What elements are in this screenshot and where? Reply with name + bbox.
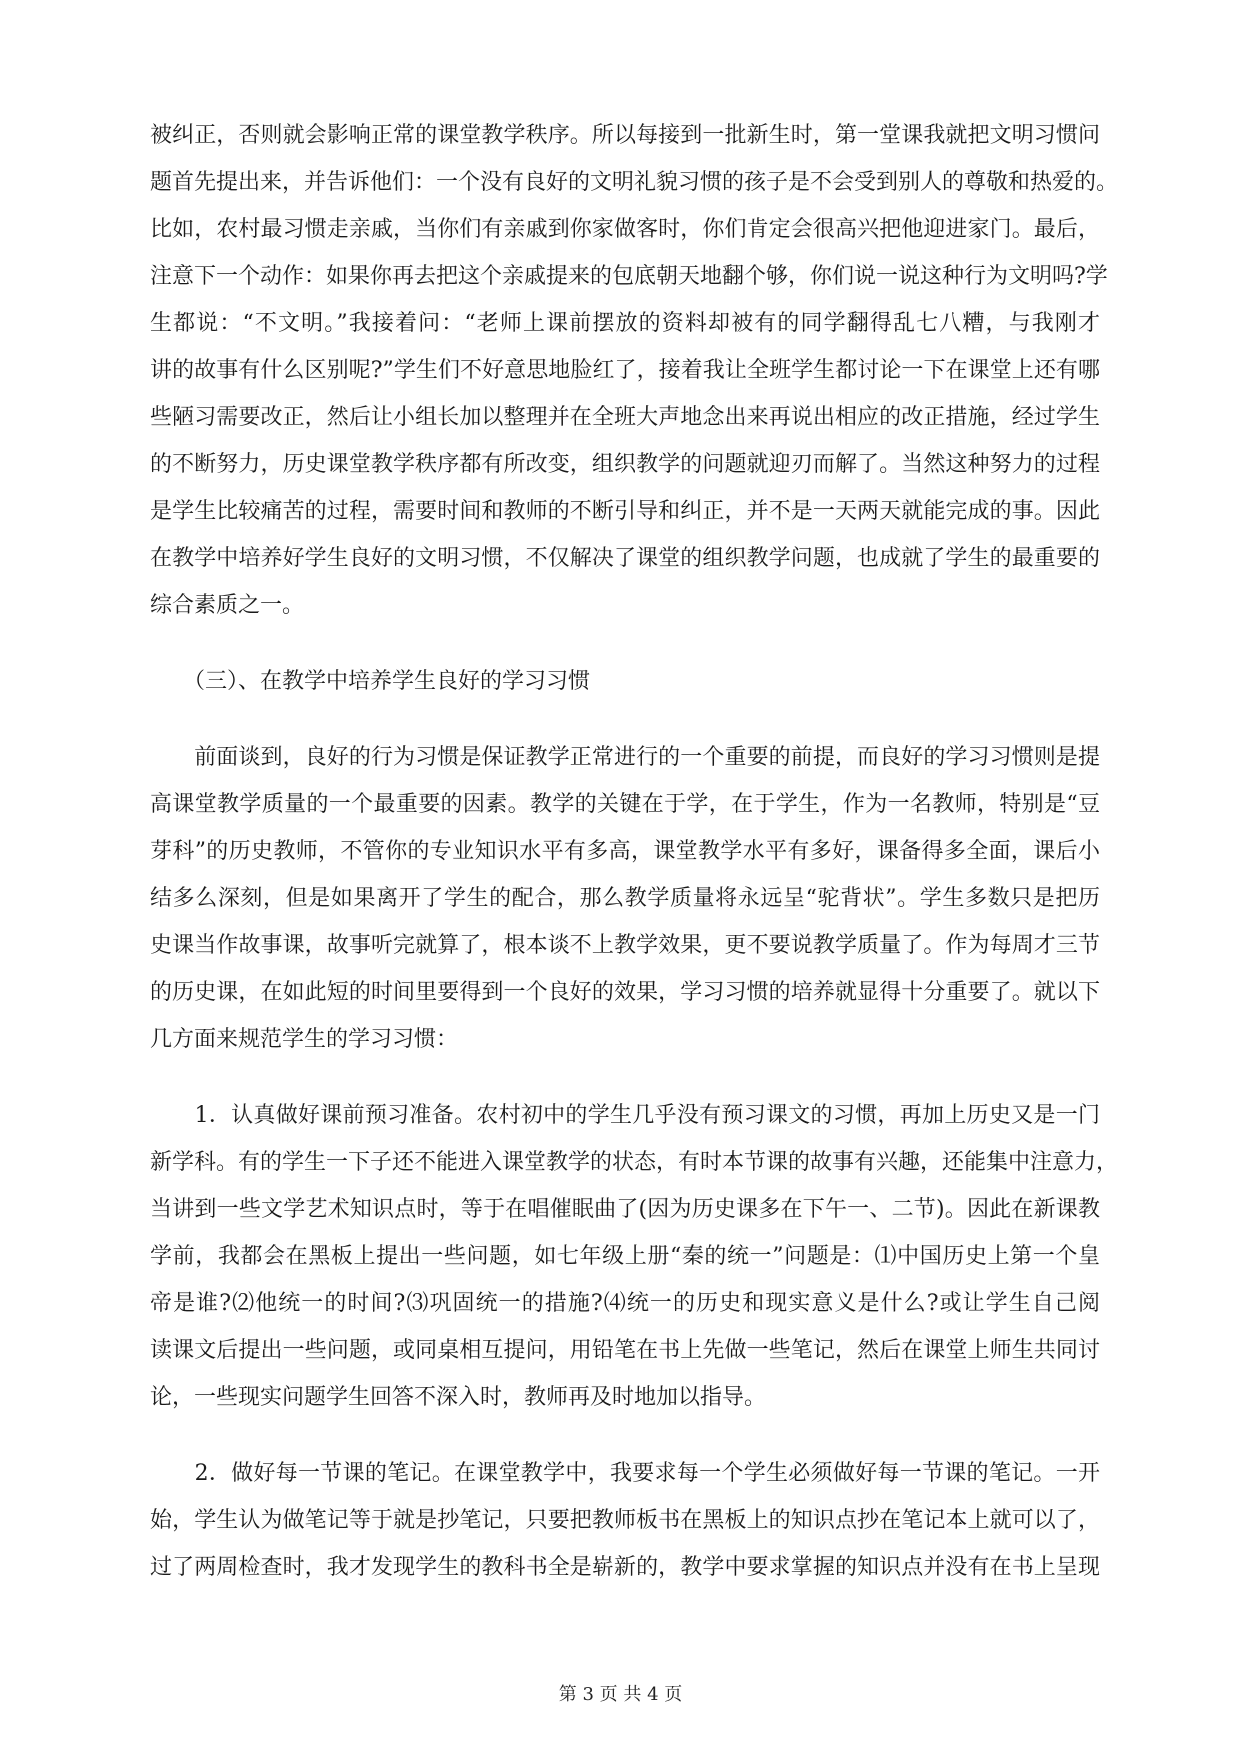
text-line: 讲的故事有什么区别呢?”学生们不好意思地脸红了，接着我让全班学生都讨论一下在课堂上还有哪 [150,358,1100,383]
text-line: 学前，我都会在黑板上提出一些问题，如七年级上册“秦的统一”问题是：⑴中国历史上第一个皇 [150,1244,1100,1269]
text-line: 在教学中培养好学生良好的文明习惯，不仅解决了课堂的组织教学问题，也成就了学生的最重要的 [150,546,1100,571]
text-line: 当讲到一些文学艺术知识点时，等于在唱催眠曲了(因为历史课多在下午一、二节)。因此在新课教 [150,1197,1100,1222]
text-line: 是学生比较痛苦的过程，需要时间和教师的不断引导和纠正，并不是一天两天就能完成的事。因此 [150,499,1100,524]
text-line: 前面谈到，良好的行为习惯是保证教学正常进行的一个重要的前提，而良好的学习习惯则是提 [150,745,1100,770]
text-line: 高课堂教学质量的一个最重要的因素。教学的关键在于学，在于学生，作为一名教师，特别是“豆 [150,792,1100,817]
text-line: 比如，农村最习惯走亲戚，当你们有亲戚到你家做客时，你们肯定会很高兴把他迎进家门。最后， [150,217,1100,242]
text-line: 始，学生认为做笔记等于就是抄笔记，只要把教师板书在黑板上的知识点抄在笔记本上就可以了， [150,1508,1100,1533]
text-line: （三）、在教学中培养学生良好的学习习惯 [150,669,591,694]
text-line: 帝是谁?⑵他统一的时间?⑶巩固统一的措施?⑷统一的历史和现实意义是什么?或让学生自己阅 [150,1291,1100,1316]
text-line: 过了两周检查时，我才发现学生的教科书全是崭新的，教学中要求掌握的知识点并没有在书上呈现 [150,1555,1100,1580]
text-line: 注意下一个动作：如果你再去把这个亲戚提来的包底朝天地翻个够，你们说一说这种行为文明吗?学 [150,264,1108,289]
text-line: 题首先提出来，并告诉他们：一个没有良好的文明礼貌习惯的孩子是不会受到别人的尊敬和热爱的。 [150,170,1119,195]
text-line: 的历史课，在如此短的时间里要得到一个良好的效果，学习习惯的培养就显得十分重要了。就以下 [150,980,1100,1005]
text-line: 被纠正，否则就会影响正常的课堂教学秩序。所以每接到一批新生时，第一堂课我就把文明习惯问 [150,123,1100,148]
text-line: 几方面来规范学生的学习习惯： [150,1027,459,1052]
text-line: 论，一些现实问题学生回答不深入时，教师再及时地加以指导。 [150,1385,767,1410]
text-line: 的不断努力，历史课堂教学秩序都有所改变，组织教学的问题就迎刃而解了。当然这种努力的过程 [150,452,1100,477]
text-line: 读课文后提出一些问题，或同桌相互提问，用铅笔在书上先做一些笔记，然后在课堂上师生共同讨 [150,1338,1100,1363]
text-line: 史课当作故事课，故事听完就算了，根本谈不上教学效果，更不要说教学质量了。作为每周才三节 [150,933,1100,958]
document-body [150,112,1119,1591]
text-line: 1．认真做好课前预习准备。农村初中的学生几乎没有预习课文的习惯，再加上历史又是一门 [150,1103,1100,1128]
paragraph [150,1092,1119,1421]
section-heading [150,658,1100,705]
page-number-footer: 第 3 页 共 4 页 [558,1684,683,1705]
text-line: 芽科”的历史教师，不管你的专业知识水平有多高，课堂教学水平有多好，课备得多全面，课后小 [150,839,1100,864]
paragraph [150,1450,1100,1591]
text-line: 些陋习需要改正，然后让小组长加以整理并在全班大声地念出来再说出相应的改正措施，经过学生 [150,405,1100,430]
text-line: 结多么深刻，但是如果离开了学生的配合，那么教学质量将永远呈“驼背状”。学生多数只是把历 [150,886,1100,911]
text-line: 生都说：“不文明。”我接着问：“老师上课前摆放的资料却被有的同学翻得乱七八糟，与我刚才 [150,311,1100,336]
text-line: 新学科。有的学生一下子还不能进入课堂教学的状态，有时本节课的故事有兴趣，还能集中注意力， [150,1150,1119,1175]
text-line: 综合素质之一。 [150,593,305,618]
paragraph [150,734,1100,1063]
text-line: 2．做好每一节课的笔记。在课堂教学中，我要求每一个学生必须做好每一节课的笔记。一开 [150,1461,1100,1486]
paragraph [150,112,1119,629]
